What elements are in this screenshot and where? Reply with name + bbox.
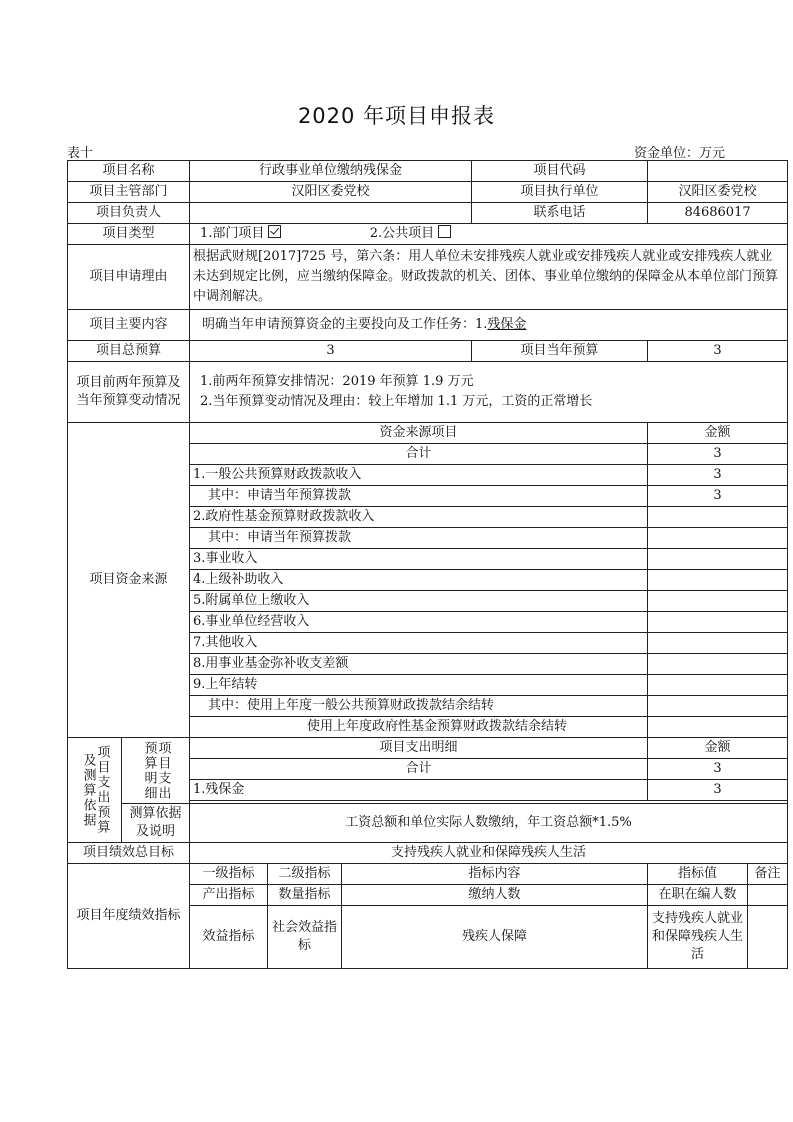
row-main-content [68, 310, 788, 341]
label-performance-goal: 项目绩效总目标 [68, 843, 190, 864]
indicator-level1: 产出指标 [190, 885, 268, 906]
row-project-name [68, 161, 788, 182]
label-expense-inner: 项目支出预算明细 [122, 738, 190, 804]
funding-item-amount [648, 717, 788, 738]
expense-total-label: 合计 [190, 759, 648, 780]
indicator-header-level2: 二级指标 [268, 864, 342, 885]
row-budget [68, 341, 788, 362]
funding-item-amount [648, 675, 788, 696]
funding-item-name: 4.上级补助收入 [190, 570, 648, 591]
label-leader: 项目负责人 [68, 203, 190, 224]
value-main-content [190, 310, 788, 341]
value-project-code [648, 161, 788, 182]
main-content-prefix: 明确当年申请预算资金的主要投向及工作任务：1. [202, 317, 488, 332]
currency-unit: 资金单位：万元 [633, 146, 725, 161]
funding-item-name: 8.用事业基金弥补收支差额 [190, 654, 648, 675]
label-total-budget: 项目总预算 [68, 341, 190, 362]
funding-item-name: 合计 [190, 444, 648, 465]
funding-item-name: 7.其他收入 [190, 633, 648, 654]
funding-item-name: 使用上年度政府性基金预算财政拨款结余结转 [190, 717, 648, 738]
funding-item-amount: 3 [648, 486, 788, 507]
funding-item-amount [648, 633, 788, 654]
funding-item-amount [648, 570, 788, 591]
indicator-remark [748, 906, 788, 969]
funding-item-amount: 3 [648, 444, 788, 465]
value-performance-goal: 支持残疾人就业和保障残疾人生活 [190, 843, 788, 864]
table-number: 表十 [67, 146, 94, 161]
value-calc-basis: 工资总额和单位实际人数缴纳，年工资总额*1.5% [190, 804, 788, 843]
label-main-content: 项目主要内容 [68, 310, 190, 341]
label-project-type: 项目类型 [68, 224, 190, 245]
value-leader [190, 203, 472, 224]
row-performance-goal [68, 843, 788, 864]
indicator-remark [748, 885, 788, 906]
label-funding-source: 项目资金来源 [68, 423, 190, 738]
row-budget-change [68, 362, 788, 423]
type-option-public: 2.公共项目 [369, 226, 435, 241]
indicator-value: 在职在编人数 [648, 885, 748, 906]
label-project-code: 项目代码 [472, 161, 648, 182]
label-expense-outer: 项目支出预算及测算依据 [68, 738, 122, 843]
funding-header-source: 资金来源项目 [190, 423, 648, 444]
expense-item-amount: 3 [648, 780, 788, 801]
expense-total-amount: 3 [648, 759, 788, 780]
indicator-value: 支持残疾人就业和保障残疾人生活 [648, 906, 748, 969]
expense-header-detail: 项目支出明细 [190, 738, 648, 759]
budget-change-line-2: 2.当年预算变动情况及理由：较上年增加 1.1 万元，工资的正常增长 [200, 394, 593, 409]
indicator-header-value: 指标值 [648, 864, 748, 885]
type-option-department: 1.部门项目 [200, 226, 265, 241]
label-year-budget: 项目当年预算 [472, 341, 648, 362]
funding-header-amount: 金额 [648, 423, 788, 444]
budget-change-line-1: 1.前两年预算安排情况：2019 年预算 1.9 万元 [200, 374, 474, 389]
label-reason: 项目申请理由 [68, 245, 190, 310]
row-department [68, 182, 788, 203]
funding-item-name: 5.附属单位上缴收入 [190, 591, 648, 612]
indicator-header-row [68, 864, 788, 885]
funding-item-amount [648, 528, 788, 549]
value-budget-change [190, 362, 788, 423]
funding-item-amount [648, 654, 788, 675]
label-department: 项目主管部门 [68, 182, 190, 203]
label-project-name: 项目名称 [68, 161, 190, 182]
value-exec-unit: 汉阳区委党校 [648, 182, 788, 203]
funding-item-name: 1.一般公共预算财政拨款收入 [190, 465, 648, 486]
expense-header-row [68, 738, 788, 759]
page-title: 2020 年项目申报表 [297, 104, 496, 128]
value-project-name: 行政事业单位缴纳残保金 [190, 161, 472, 182]
project-type-options [190, 224, 788, 245]
label-annual-indicators: 项目年度绩效指标 [68, 864, 190, 969]
expense-header-amount: 金额 [648, 738, 788, 759]
funding-item-name: 3.事业收入 [190, 549, 648, 570]
value-phone: 84686017 [648, 203, 788, 224]
indicator-level1: 效益指标 [190, 906, 268, 969]
funding-header-row [68, 423, 788, 444]
label-calc-basis: 测算依据及说明 [122, 804, 190, 843]
value-year-budget: 3 [648, 341, 788, 362]
funding-item-name: 6.事业单位经营收入 [190, 612, 648, 633]
label-exec-unit: 项目执行单位 [472, 182, 648, 203]
value-reason: 根据武财规[2017]725 号，第六条：用人单位未安排残疾人就业或安排残疾人就业或安排残疾人就业未达到规定比例，应当缴纳保障金。财政拨款的机关、团体、事业单位缴纳的保障金从本单位部门预算中调剂解决。 [190, 245, 788, 310]
indicator-header-level1: 一级指标 [190, 864, 268, 885]
indicator-content: 残疾人保障 [342, 906, 648, 969]
checked-checkbox-icon[interactable] [268, 225, 281, 238]
expense-item-name: 1.残保金 [190, 780, 648, 801]
project-application-table [67, 160, 788, 969]
funding-item-name: 其中：申请当年预算拨款 [190, 486, 648, 507]
indicator-level2: 数量指标 [268, 885, 342, 906]
main-content-item: 残保金 [487, 317, 527, 332]
value-department: 汉阳区委党校 [190, 182, 472, 203]
funding-item-amount [648, 696, 788, 717]
indicator-level2: 社会效益指标 [268, 906, 342, 969]
funding-item-amount [648, 591, 788, 612]
expense-basis-row [68, 804, 788, 843]
funding-item-amount [648, 612, 788, 633]
label-budget-change: 项目前两年预算及当年预算变动情况 [68, 362, 190, 423]
value-total-budget: 3 [190, 341, 472, 362]
funding-item-amount [648, 549, 788, 570]
funding-item-name: 2.政府性基金预算财政拨款收入 [190, 507, 648, 528]
row-project-type [68, 224, 788, 245]
indicator-header-content: 指标内容 [342, 864, 648, 885]
row-reason [68, 245, 788, 310]
funding-item-amount [648, 507, 788, 528]
label-phone: 联系电话 [472, 203, 648, 224]
funding-item-amount: 3 [648, 465, 788, 486]
indicator-content: 缴纳人数 [342, 885, 648, 906]
empty-checkbox-icon[interactable] [438, 225, 451, 238]
funding-item-name: 其中：申请当年预算拨款 [190, 528, 648, 549]
funding-item-name: 9.上年结转 [190, 675, 648, 696]
funding-item-name: 其中：使用上年度一般公共预算财政拨款结余结转 [190, 696, 648, 717]
indicator-header-remark: 备注 [748, 864, 788, 885]
row-leader [68, 203, 788, 224]
